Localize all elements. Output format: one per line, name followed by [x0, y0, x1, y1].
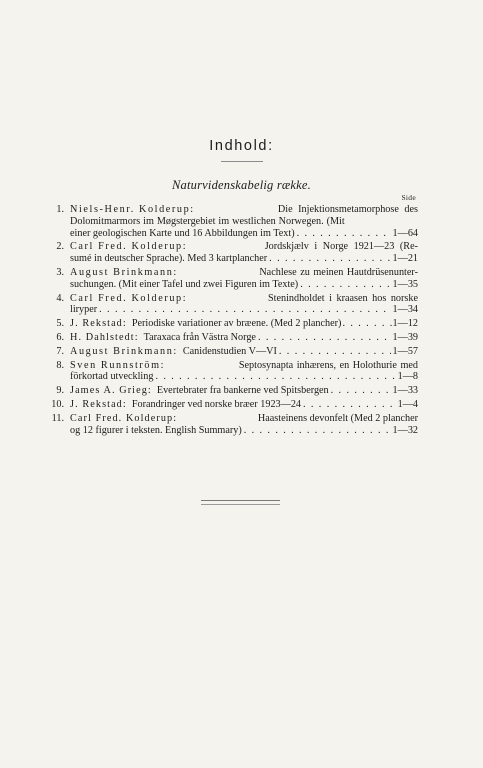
- entry-page-range: 1—21: [392, 253, 418, 265]
- dot-leader: [155, 371, 395, 383]
- toc-entry: [46, 241, 418, 265]
- dot-leader: [342, 318, 391, 330]
- toc-entry: [46, 346, 418, 358]
- entry-page-range: 1—12: [392, 318, 418, 330]
- entry-title-line: Jordskjælv i Norge 1921—23 (Re-: [264, 241, 418, 253]
- entry-author: J. Rekstad:: [70, 398, 127, 410]
- dot-leader: [269, 253, 390, 265]
- dot-leader: [297, 228, 391, 240]
- entry-author: Carl Fred. Kolderup:: [70, 292, 188, 304]
- entry-page-range: 1—4: [397, 398, 418, 410]
- entry-number: 5.: [56, 318, 64, 330]
- entry-author: Carl Fred. Kolderup:: [70, 412, 178, 424]
- entry-author: Niels-Henr. Kolderup:: [70, 204, 195, 215]
- entry-page-range: 1—8: [397, 371, 418, 383]
- entry-number: 8.: [56, 359, 64, 371]
- dot-leader: [258, 332, 391, 344]
- entry-author: Sven Runnström:: [70, 359, 166, 371]
- entry-title-line: Evertebrater fra bankerne ved Spitsbergen: [156, 385, 329, 397]
- dot-leader: [279, 346, 391, 358]
- page-heading: Indhold:: [209, 138, 274, 154]
- toc-entry: [46, 267, 418, 291]
- page-column-label: Side: [401, 193, 416, 202]
- entry-title-line: Septosynapta inhærens, en Holothurie med: [238, 359, 418, 371]
- entry-author: H. Dahlstedt:: [70, 331, 139, 343]
- entry-number: 9.: [56, 385, 64, 397]
- entry-author: James A. Grieg:: [70, 385, 152, 397]
- closing-double-rule: [201, 500, 280, 505]
- entry-title-line: Taraxaca från Västra Norge: [143, 331, 256, 343]
- entry-page-range: 1—39: [392, 331, 418, 343]
- entry-number: 4.: [56, 292, 64, 304]
- table-of-contents: [46, 204, 418, 438]
- entry-title-line: Nachlese zu meinen Hautdrüsenunter-: [259, 266, 418, 278]
- entry-page-range: 1—57: [392, 345, 418, 357]
- entry-title-line: Periodiske variationer av bræene. (Med 2 plancher): [131, 318, 342, 330]
- entry-title-line: sumé in deutscher Sprache). Med 3 kartplancher: [70, 253, 268, 265]
- heading-rule: [221, 161, 263, 162]
- entry-page-range: 1—34: [392, 304, 418, 316]
- dot-leader: [331, 385, 391, 397]
- entry-number: 3.: [56, 266, 64, 278]
- entry-page-range: 1—33: [392, 385, 418, 397]
- toc-entry: [46, 332, 418, 344]
- toc-entry: [46, 318, 418, 330]
- dot-leader: [300, 279, 390, 291]
- entry-title-line: Canidenstudien V—VI: [182, 345, 277, 357]
- dot-leader: [303, 399, 396, 411]
- entry-number: 6.: [56, 331, 64, 343]
- entry-number: 11.: [51, 412, 64, 424]
- entry-page-range: 1—32: [392, 424, 418, 436]
- section-subheading: Naturvidenskabelig række.: [172, 178, 311, 192]
- dot-leader: [244, 425, 391, 437]
- entry-title-line: Forandringer ved norske bræer 1923—24: [131, 398, 302, 410]
- entry-number: 1.: [56, 204, 64, 215]
- entry-author: August Brinkmann:: [70, 266, 178, 278]
- entry-author: J. Rekstad:: [70, 318, 127, 330]
- entry-title-line: suchungen. (Mit einer Tafel und zwei Figuren im Texte): [70, 278, 299, 290]
- entry-title-line: Stenindholdet i kraasen hos norske: [267, 292, 418, 304]
- entry-title-line: einer geologischen Karte und 16 Abbildungen im Text): [70, 227, 295, 239]
- toc-entry: [46, 204, 418, 239]
- entry-number: 10.: [51, 398, 64, 410]
- entry-title-line: Dolomitmarmors im Møgstergebiet im westlichen Norwegen. (Mit: [70, 215, 345, 227]
- entry-author: August Brinkmann:: [70, 345, 178, 357]
- entry-title-line: og 12 figurer i teksten. English Summary): [70, 424, 242, 436]
- toc-entry: [46, 360, 418, 384]
- toc-entry: [46, 399, 418, 411]
- entry-title-line: liryper: [70, 304, 98, 316]
- toc-entry: [46, 385, 418, 397]
- entry-title-line: Die Injektionsmetamorphose des: [277, 204, 418, 215]
- entry-number: 7.: [56, 345, 64, 357]
- entry-title-line: förkortad utveckling: [70, 371, 154, 383]
- entry-title-line: Haasteinens devonfelt (Med 2 plancher: [257, 412, 418, 424]
- entry-number: 2.: [56, 241, 64, 253]
- entry-author: Carl Fred. Kolderup:: [70, 241, 188, 253]
- toc-entry: [46, 413, 418, 437]
- toc-entry: [46, 293, 418, 317]
- entry-page-range: 1—35: [392, 278, 418, 290]
- dot-leader: [99, 304, 390, 316]
- entry-page-range: 1—64: [392, 227, 418, 239]
